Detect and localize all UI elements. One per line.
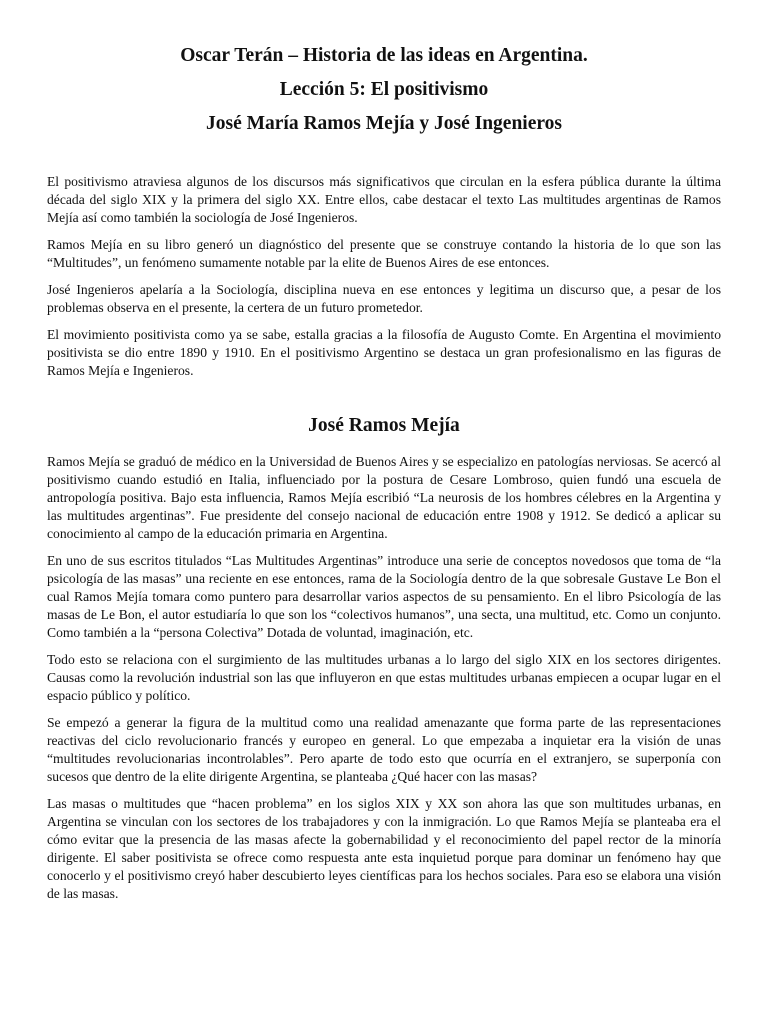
intro-section	[47, 173, 721, 380]
section-paragraph: Las masas o multitudes que “hacen problema” en los siglos XIX y XX son ahora las que son multitudes urbanas, en Argentina se vinculan con los sectores de los trabajadores y con la inmigración. Lo que Ramos Mejía se planteaba era el cómo evitar que la presencia de las masas afecte la gobernabilidad y el reconocimiento del papel rector de la minoría dirigente. El saber positivista se ofrece como respuesta ante esta inquietud porque para dominar un fenómeno hay que conocerlo y el positivismo creyó haber descubierto leyes científicas para los hechos sociales. Para eso se elabora una visión de las masas.	[47, 796, 721, 901]
lesson-title: Lección 5: El positivismo	[279, 79, 489, 100]
intro-paragraph: El positivismo atraviesa algunos de los discursos más significativos que circulan en la esfera pública durante la última década del siglo XIX y la primera del siglo XX. Entre ellos, cabe destacar el texto Las multitudes argentinas de Ramos Mejía así como también la sociología de José Ingenieros.	[47, 174, 721, 225]
intro-paragraph: José Ingenieros apelaría a la Sociología, disciplina nueva en ese entonces y legitima un discurso que, a pesar de los problemas observa en el presente, la certera de un futuro prometedor.	[47, 282, 721, 315]
section-paragraph: En uno de sus escritos titulados “Las Multitudes Argentinas” introduce una serie de conceptos novedosos que toma de “la psicología de las masas” una reciente en ese entonces, rama de la Sociología dentro de la que sobresale Gustave Le Bon el cual Ramos Mejía tomara como puntero para desarrollar varios aspectos de su pensamiento. En el libro Psicología de las masas de Le Bon, el autor estudiaría lo que son los “colectivos humanos”, una secta, una multitud, etc. Como un conjunto. Como también a la “persona Colectiva” Dotada de voluntad, imaginación, etc.	[47, 553, 721, 640]
section-paragraph: Ramos Mejía se graduó de médico en la Universidad de Buenos Aires y se especializo en patologías nerviosas. Se acercó al positivismo cuando estudió en Italia, influenciado por la postura de Cesare Lombroso, quien fundó una escuela de antropología positiva. Bajo esta influencia, Ramos Mejía escribió “La neurosis de los hombres célebres en la Argentina y las multitudes argentinas”. Fue presidente del consejo nacional de educación entre 1908 y 1912. Se dedicó a aplicar su conocimiento al campo de la educación primaria en Argentina.	[47, 454, 721, 541]
document-title: Oscar Terán – Historia de las ideas en Argentina.	[180, 45, 588, 66]
ramos-mejia-section	[47, 453, 721, 903]
lesson-subtitle: José María Ramos Mejía y José Ingenieros	[206, 113, 562, 134]
intro-paragraph: El movimiento positivista como ya se sabe, estalla gracias a la filosofía de Augusto Comte. En Argentina el movimiento positivista se dio entre 1890 y 1910. En el positivismo Argentino se destaca un gran profesionalismo en las figuras de Ramos Mejía e Ingenieros.	[47, 327, 721, 378]
section-paragraph: Todo esto se relaciona con el surgimiento de las multitudes urbanas a lo largo del siglo XIX en los sectores dirigentes. Causas como la revolución industrial son las que influyeron en que estas multitudes urbanas empiecen a ocupar lugar en el espacio público y político.	[47, 652, 721, 703]
intro-paragraph: Ramos Mejía en su libro generó un diagnóstico del presente que se construye contando la historia de lo que son las “Multitudes”, un fenómeno sumamente notable par la elite de Buenos Aires de ese entonces.	[47, 237, 721, 270]
section-heading: José Ramos Mejía	[308, 415, 460, 436]
section-paragraph: Se empezó a generar la figura de la multitud como una realidad amenazante que forma parte de las representaciones reactivas del ciclo revolucionario francés y europeo en general. Lo que empezaba a inquietar era la visión de unas “multitudes revolucionarias incontrolables”. Pero aparte de todo esto que ocurría en el extranjero, se superponía con sucesos que dentro de la elite dirigente Argentina, se planteaba ¿Qué hacer con las masas?	[47, 715, 721, 784]
